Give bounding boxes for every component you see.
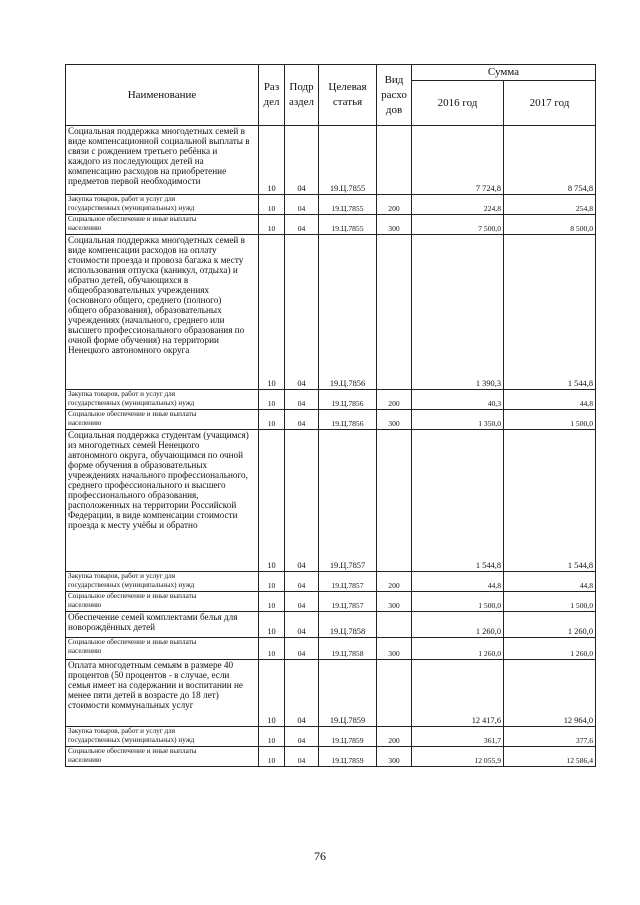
row-amount-2017: 1 500,0 xyxy=(504,410,596,430)
header-razdel: Раз дел xyxy=(259,65,285,126)
row-amount-2016: 224,8 xyxy=(412,195,504,215)
row-podrazdel: 04 xyxy=(285,612,319,638)
row-vid xyxy=(377,612,412,638)
row-name: Социальное обеспечение и иные выплаты населению xyxy=(66,215,259,235)
row-name: Социальная поддержка многодетных семей в виде компенсационной социальной выплаты в связи с рождением третьего ребёнка и каждого из последующих детей на компенсацию расходов на приобретение предметов первой необходимости xyxy=(66,126,259,195)
row-target: 19.Ц.7855 xyxy=(319,215,377,235)
row-vid xyxy=(377,430,412,572)
row-podrazdel: 04 xyxy=(285,592,319,612)
row-amount-2017: 44,8 xyxy=(504,390,596,410)
row-razdel: 10 xyxy=(259,430,285,572)
row-vid: 300 xyxy=(377,215,412,235)
row-amount-2017: 12 586,4 xyxy=(504,747,596,767)
row-vid: 300 xyxy=(377,592,412,612)
header-vid: Вид расхо дов xyxy=(377,65,412,126)
row-name: Социальная поддержка студентам (учащимся) из многодетных семей Ненецкого автономного округа, обучающимся по очной форме обучения в образовательных учреждениях начального профессионального, среднего профессионального и высшего профессионального образования, расположенных на территории Российской Федерации, в виде компенсации стоимости проезда к месту учёбы и обратно xyxy=(66,430,259,572)
row-podrazdel: 04 xyxy=(285,390,319,410)
row-target: 19.Ц.7859 xyxy=(319,727,377,747)
row-podrazdel: 04 xyxy=(285,430,319,572)
table-subrow xyxy=(66,747,596,767)
row-target: 19.Ц.7857 xyxy=(319,430,377,572)
table-row xyxy=(66,612,596,638)
row-razdel: 10 xyxy=(259,638,285,660)
row-target: 19.Ц.7856 xyxy=(319,235,377,390)
row-name: Оплата многодетным семьям в размере 40 процентов (50 процентов - в случае, если семья имеет на содержании и воспитании не менее пяти детей в возрасте до 18 лет) стоимости коммунальных услуг xyxy=(66,660,259,727)
table-subrow xyxy=(66,410,596,430)
row-podrazdel: 04 xyxy=(285,235,319,390)
row-razdel: 10 xyxy=(259,660,285,727)
row-podrazdel: 04 xyxy=(285,126,319,195)
row-podrazdel: 04 xyxy=(285,727,319,747)
header-target: Целевая статья xyxy=(319,65,377,126)
budget-table xyxy=(65,64,596,767)
row-amount-2016: 1 390,3 xyxy=(412,235,504,390)
row-target: 19.Ц.7856 xyxy=(319,390,377,410)
row-razdel: 10 xyxy=(259,235,285,390)
row-podrazdel: 04 xyxy=(285,195,319,215)
row-vid xyxy=(377,235,412,390)
row-target: 19.Ц.7855 xyxy=(319,126,377,195)
row-amount-2017: 1 260,0 xyxy=(504,638,596,660)
row-razdel: 10 xyxy=(259,612,285,638)
row-amount-2016: 361,7 xyxy=(412,727,504,747)
table-subrow xyxy=(66,195,596,215)
row-target: 19.Ц.7858 xyxy=(319,638,377,660)
row-razdel: 10 xyxy=(259,195,285,215)
row-target: 19.Ц.7856 xyxy=(319,410,377,430)
row-amount-2017: 1 500,0 xyxy=(504,592,596,612)
row-razdel: 10 xyxy=(259,572,285,592)
row-amount-2017: 8 754,8 xyxy=(504,126,596,195)
row-amount-2016: 1 260,0 xyxy=(412,612,504,638)
header-name: Наименование xyxy=(66,65,259,126)
row-amount-2016: 1 544,8 xyxy=(412,430,504,572)
row-name: Социальное обеспечение и иные выплаты населению xyxy=(66,638,259,660)
row-amount-2016: 7 724,8 xyxy=(412,126,504,195)
table-subrow xyxy=(66,215,596,235)
row-amount-2017: 12 964,0 xyxy=(504,660,596,727)
row-vid: 300 xyxy=(377,747,412,767)
header-sum: Сумма xyxy=(412,65,596,81)
header-podrazdel: Подр аздел xyxy=(285,65,319,126)
table-row xyxy=(66,126,596,195)
row-amount-2017: 254,8 xyxy=(504,195,596,215)
row-amount-2017: 44,8 xyxy=(504,572,596,592)
row-name: Обеспечение семей комплектами белья для новорождённых детей xyxy=(66,612,259,638)
row-podrazdel: 04 xyxy=(285,215,319,235)
table-subrow xyxy=(66,592,596,612)
row-name: Закупка товаров, работ и услуг для государственных (муниципальных) нужд xyxy=(66,195,259,215)
row-target: 19.Ц.7857 xyxy=(319,592,377,612)
page-number: 76 xyxy=(314,849,326,863)
row-amount-2017: 1 260,0 xyxy=(504,612,596,638)
row-razdel: 10 xyxy=(259,747,285,767)
row-name: Закупка товаров, работ и услуг для государственных (муниципальных) нужд xyxy=(66,390,259,410)
row-amount-2016: 1 350,0 xyxy=(412,410,504,430)
row-podrazdel: 04 xyxy=(285,747,319,767)
row-razdel: 10 xyxy=(259,390,285,410)
row-amount-2016: 1 260,0 xyxy=(412,638,504,660)
row-razdel: 10 xyxy=(259,410,285,430)
header-year-2016: 2016 год xyxy=(412,81,504,126)
row-podrazdel: 04 xyxy=(285,410,319,430)
table-subrow xyxy=(66,390,596,410)
row-razdel: 10 xyxy=(259,727,285,747)
table-row xyxy=(66,660,596,727)
row-name: Закупка товаров, работ и услуг для государственных (муниципальных) нужд xyxy=(66,727,259,747)
row-target: 19.Ц.7857 xyxy=(319,572,377,592)
row-vid: 300 xyxy=(377,638,412,660)
row-amount-2016: 12 417,6 xyxy=(412,660,504,727)
row-target: 19.Ц.7855 xyxy=(319,195,377,215)
row-vid: 200 xyxy=(377,727,412,747)
row-vid: 300 xyxy=(377,410,412,430)
table-row xyxy=(66,235,596,390)
row-name: Социальное обеспечение и иные выплаты населению xyxy=(66,592,259,612)
row-podrazdel: 04 xyxy=(285,638,319,660)
row-name: Закупка товаров, работ и услуг для государственных (муниципальных) нужд xyxy=(66,572,259,592)
row-name: Социальное обеспечение и иные выплаты населению xyxy=(66,410,259,430)
row-amount-2017: 377,6 xyxy=(504,727,596,747)
row-target: 19.Ц.7859 xyxy=(319,660,377,727)
row-name: Социальная поддержка многодетных семей в виде компенсации расходов на оплату стоимости проезда и провоза багажа к месту использования отпуска (каникул, отдыха) и обратно детей, обучающихся в общеобразовательных учреждениях (основного общего, среднего (полного) общего образования), образовательных учреждениях (начального, среднего или высшего профессионального образования по очной форме обучения) на территории Ненецкого автономного округа xyxy=(66,235,259,390)
table-subrow xyxy=(66,727,596,747)
table-subrow xyxy=(66,638,596,660)
row-vid: 200 xyxy=(377,390,412,410)
row-amount-2016: 40,3 xyxy=(412,390,504,410)
row-amount-2017: 8 500,0 xyxy=(504,215,596,235)
row-amount-2016: 7 500,0 xyxy=(412,215,504,235)
row-name: Социальное обеспечение и иные выплаты населению xyxy=(66,747,259,767)
row-amount-2016: 1 500,0 xyxy=(412,592,504,612)
header-year-2017: 2017 год xyxy=(504,81,596,126)
row-amount-2016: 12 055,9 xyxy=(412,747,504,767)
row-vid xyxy=(377,660,412,727)
row-razdel: 10 xyxy=(259,592,285,612)
row-vid xyxy=(377,126,412,195)
row-target: 19.Ц.7858 xyxy=(319,612,377,638)
row-amount-2017: 1 544,8 xyxy=(504,235,596,390)
table-row xyxy=(66,430,596,572)
row-podrazdel: 04 xyxy=(285,660,319,727)
table-body xyxy=(66,126,596,767)
row-razdel: 10 xyxy=(259,126,285,195)
table-subrow xyxy=(66,572,596,592)
row-vid: 200 xyxy=(377,572,412,592)
row-podrazdel: 04 xyxy=(285,572,319,592)
row-amount-2016: 44,8 xyxy=(412,572,504,592)
row-target: 19.Ц.7859 xyxy=(319,747,377,767)
row-vid: 200 xyxy=(377,195,412,215)
row-amount-2017: 1 544,8 xyxy=(504,430,596,572)
row-razdel: 10 xyxy=(259,215,285,235)
